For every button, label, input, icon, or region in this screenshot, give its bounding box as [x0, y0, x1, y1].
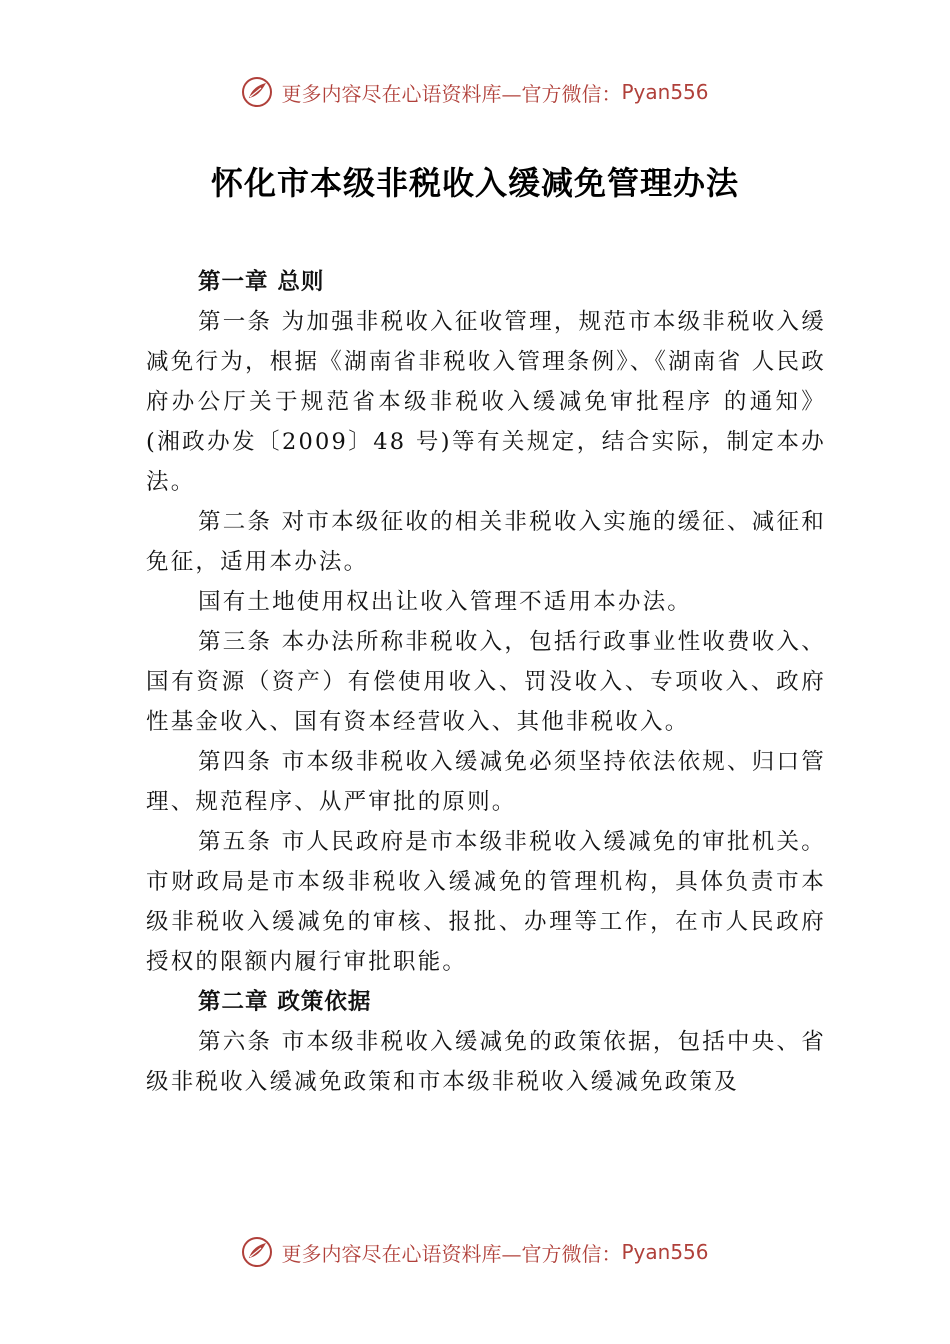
banner-text: 更多内容尽在心语资料库—官方微信： [281, 1241, 622, 1266]
article-6: 第六条 市本级非税收入缓减免的政策依据，包括中央、省级非税收入缓减免政策和市本级非税收入缓减免政策及 [146, 1029, 826, 1095]
banner-text: 更多内容尽在心语资料库—官方微信： [281, 81, 622, 106]
wechat-id: Pyan556 [621, 80, 709, 104]
leaf-seal-logo-icon [241, 1236, 273, 1268]
footer-banner [0, 1232, 950, 1272]
article-2: 第二条 对市本级征收的相关非税收入实施的缓征、减征和免征，适用本办法。 [146, 509, 826, 575]
article-4: 第四条 市本级非税收入缓减免必须坚持依法依规、归口管理、规范程序、从严审批的原则。 [146, 749, 826, 815]
document-title: 怀化市本级非税收入缓减免管理办法 [210, 164, 739, 202]
article-3: 第三条 本办法所称非税收入，包括行政事业性收费收入、国有资源（资产）有偿使用收入、罚没收入、专项收入、政府性基金收入、国有资本经营收入、其他非税收入。 [146, 629, 826, 735]
article-1: 第一条 为加强非税收入征收管理，规范市本级非税收入缓减免行为，根据《湖南省非税收入管理条例》、《湖南省 人民政府办公厅关于规范省本级非税收入缓减免审批程序 的通知》(湘政办发〔2009〕48 号)等有关规定，结合实际，制定本办法。 [146, 309, 826, 495]
article-5: 第五条 市人民政府是市本级非税收入缓减免的审批机关。市财政局是市本级非税收入缓减免的管理机构，具体负责市本级非税收入缓减免的审核、报批、办理等工作，在市人民政府授权的限额内履行审批职能。 [146, 829, 826, 975]
header-banner [0, 72, 950, 112]
chapter-heading-1: 第一章 总则 [198, 269, 325, 295]
document-body [146, 262, 826, 1102]
wechat-id: Pyan556 [621, 1240, 709, 1264]
article-2-note: 国有土地使用权出让收入管理不适用本办法。 [198, 589, 693, 615]
chapter-heading-2: 第二章 政策依据 [198, 989, 372, 1015]
leaf-seal-logo-icon [241, 76, 273, 108]
